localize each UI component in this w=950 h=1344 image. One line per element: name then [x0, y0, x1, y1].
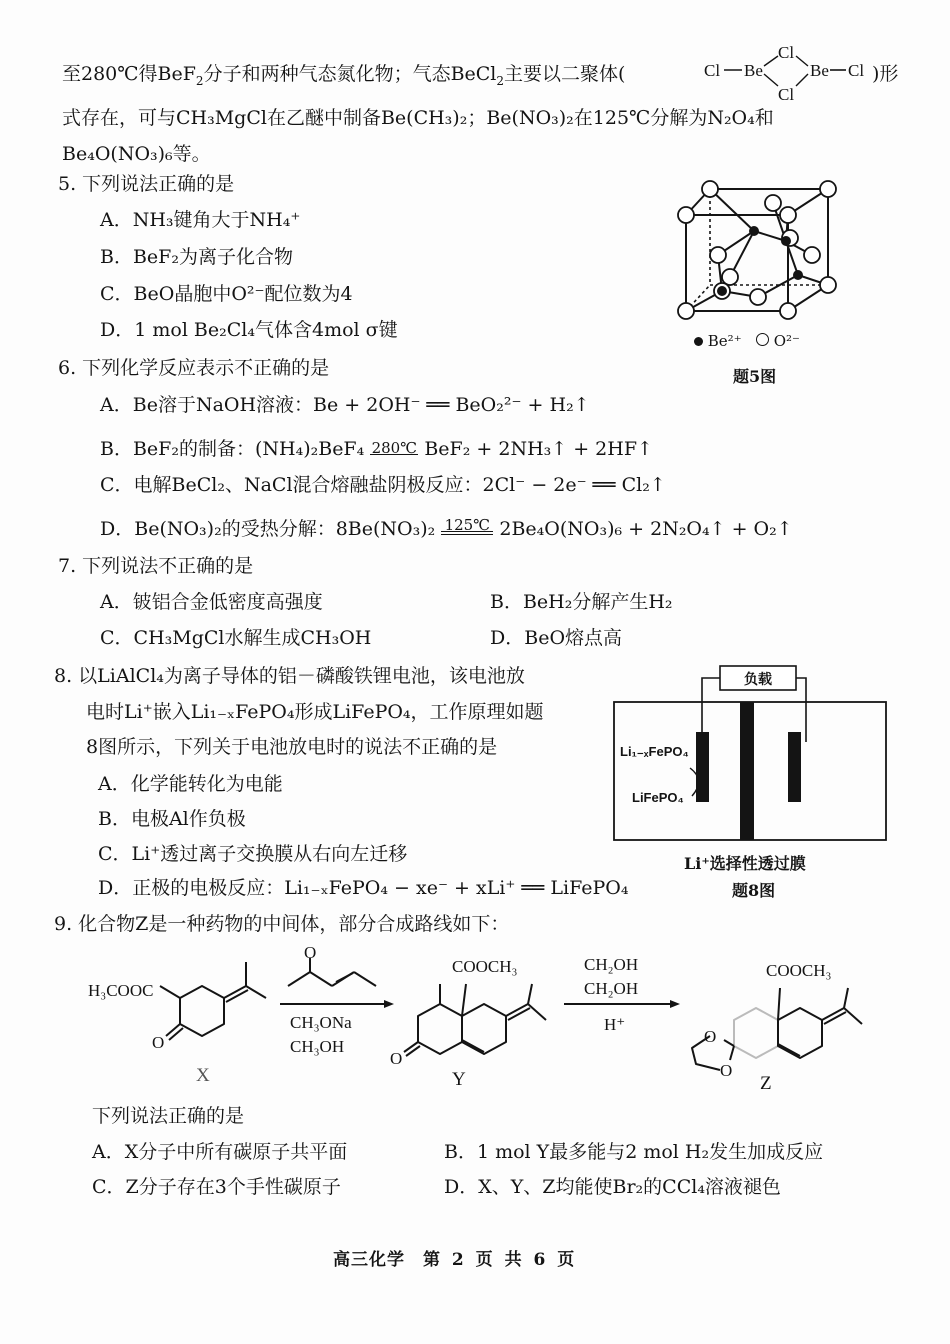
- intro-line-2: 式存在，可与CH₃MgCl在乙醚中制备Be(CH₃)₂；Be(NO₃)₂在125℃分解为N₂O₄和: [62, 107, 774, 129]
- q8-stem-line-1: 8. 以LiAlCl₄为离子导体的铝－磷酸铁锂电池，该电池放: [54, 665, 525, 687]
- intro-text: 至280℃得BeF: [62, 63, 196, 85]
- z-dioxolane-o1: O: [704, 1027, 717, 1046]
- battery-diagram: [610, 664, 890, 844]
- intro-line-3: Be₄O(NO₃)₆等。: [62, 143, 211, 165]
- q5-option-c: C．BeO晶胞中O²⁻配位数为4: [100, 283, 353, 305]
- atom-label: Cl: [848, 61, 865, 80]
- subscript: 2: [496, 73, 505, 88]
- q8-option-a: A．化学能转化为电能: [98, 773, 283, 795]
- q9-sub-stem: 下列说法正确的是: [92, 1105, 245, 1127]
- subscript: 2: [195, 73, 204, 88]
- y-ester-group: COOCH₃: [452, 957, 518, 976]
- y-carbonyl-o: O: [390, 1049, 403, 1068]
- load-label: 负载: [744, 672, 772, 688]
- option-text: BeF₂的制备：(NH₄)₂BeF₄: [132, 438, 365, 460]
- q9-option-b: B．1 mol Y最多能与2 mol H₂发生加成反应: [444, 1141, 824, 1163]
- reagent2-ethylene-glycol-2: CH₂OH: [584, 979, 639, 998]
- left-electrode: [696, 732, 709, 802]
- becl2-dimer-structure: [700, 44, 870, 104]
- condition-acid: H⁺: [604, 1015, 626, 1034]
- x-ester-group: H₃COOC: [88, 981, 154, 1000]
- option-text: 2Be₄O(NO₃)₆ + 2N₂O₄↑ + O₂↑: [499, 518, 793, 540]
- q8-figure-caption: 题8图: [732, 881, 776, 900]
- z-ester-group: COOCH₃: [766, 961, 832, 980]
- q7-option-b: B．BeH₂分解产生H₂: [490, 591, 673, 613]
- be-ion-marker-icon: [694, 337, 703, 346]
- q5-option-a: A．NH₃键角大于NH₄⁺: [100, 209, 301, 231]
- q7-option-a: A．铍铝合金低密度高强度: [100, 591, 323, 613]
- q5-option-b: B．BeF₂为离子化合物: [100, 246, 293, 268]
- option-text: Be(NO₃)₂的受热分解：8Be(NO₃)₂: [134, 518, 436, 540]
- q5-stem: 5. 下列说法正确的是: [58, 173, 235, 195]
- atom-label: Cl: [778, 43, 795, 62]
- option-label: A．: [100, 394, 133, 416]
- q6-option-a: [100, 393, 590, 417]
- atom-label: Be: [744, 61, 763, 80]
- atom-label: Cl: [778, 85, 795, 104]
- q9-option-c: C．Z分子存在3个手性碳原子: [92, 1176, 341, 1198]
- reaction-condition-arrow: [441, 516, 493, 535]
- o-ion-marker-icon: [756, 333, 769, 346]
- option-text: BeF₂ + 2NH₃↑ + 2HF↑: [424, 438, 653, 460]
- option-label: D．: [100, 518, 135, 540]
- compound-x-label: X: [196, 1065, 210, 1086]
- q9-option-a: A．X分子中所有碳原子共平面: [92, 1141, 348, 1163]
- q8-stem-line-2: 电时Li⁺嵌入Li₁₋ₓFePO₄形成LiFePO₄，工作原理如题: [86, 701, 544, 723]
- option-text: 电解BeCl₂、NaCl混合熔融盐阴极反应：2Cl⁻ − 2e⁻ ══ Cl₂↑: [133, 474, 666, 496]
- legend-be-label: Be²⁺: [707, 332, 742, 350]
- q7-option-d: D．BeO熔点高: [490, 627, 623, 649]
- reagent2-ethylene-glycol-1: CH₂OH: [584, 955, 639, 974]
- q9-option-d: D．X、Y、Z均能使Br₂的CCl₄溶液褪色: [444, 1176, 781, 1198]
- right-electrode: [788, 732, 801, 802]
- q6-stem: 6. 下列化学反应表示不正确的是: [58, 357, 330, 379]
- intro-line-1: [62, 62, 625, 86]
- option-text: Be溶于NaOH溶液：Be + 2OH⁻ ══ BeO₂²⁻ + H₂↑: [132, 394, 590, 416]
- lifepo4-label: LiFePO₄: [632, 790, 684, 805]
- x-carbonyl-o: O: [152, 1033, 165, 1052]
- q6-option-d: [100, 517, 793, 541]
- condition-ch3ona: CH₃ONa: [290, 1013, 352, 1032]
- condition-ch3oh: CH₃OH: [290, 1037, 345, 1056]
- q6-option-b: [100, 437, 653, 461]
- q8-option-d: D．正极的电极反应：Li₁₋ₓFePO₄ − xe⁻ + xLi⁺ ══ LiFePO₄: [98, 877, 629, 899]
- option-label: C．: [100, 474, 134, 496]
- atom-label: Be: [810, 61, 829, 80]
- reagent1-carbonyl-o: O: [304, 943, 317, 962]
- q8-option-c: C．Li⁺透过离子交换膜从右向左迁移: [98, 843, 408, 865]
- q8-option-b: B．电极Al作负极: [98, 808, 246, 830]
- intro-text: 主要以二聚体(: [504, 63, 626, 85]
- z-dioxolane-o2: O: [720, 1061, 733, 1080]
- condition-label: 125℃: [444, 516, 491, 534]
- q5-figure-caption: 题5图: [733, 367, 777, 386]
- q7-stem: 7. 下列说法不正确的是: [58, 555, 254, 577]
- intro-text: )形: [872, 63, 899, 85]
- legend-o-label: O²⁻: [773, 332, 800, 350]
- beo-unit-cell-figure: [670, 175, 850, 325]
- atom-label: Cl: [704, 61, 721, 80]
- option-label: B．: [100, 438, 133, 460]
- intro-text: 分子和两种气态氮化物；气态BeCl: [203, 63, 497, 85]
- compound-y-label: Y: [452, 1069, 466, 1090]
- q7-option-c: C．CH₃MgCl水解生成CH₃OH: [100, 627, 372, 649]
- q9-stem: 9. 化合物Z是一种药物的中间体，部分合成路线如下：: [54, 913, 510, 935]
- reaction-condition-arrow: [370, 439, 418, 457]
- membrane-label: Li⁺选择性透过膜: [684, 854, 806, 873]
- q5-figure-legend: [694, 332, 800, 350]
- compound-z-label: Z: [760, 1073, 772, 1094]
- q8-stem-line-3: 8图所示，下列关于电池放电时的说法不正确的是: [86, 736, 498, 758]
- q6-option-c: [100, 473, 666, 497]
- page-footer: 高三化学 第 2 页 共 6 页: [333, 1250, 576, 1270]
- q5-option-d: D．1 mol Be₂Cl₄气体含4mol σ键: [100, 319, 398, 341]
- condition-label: 280℃: [371, 439, 417, 457]
- li1-x-fepo4-label: Li₁₋ₓFePO₄: [620, 744, 689, 759]
